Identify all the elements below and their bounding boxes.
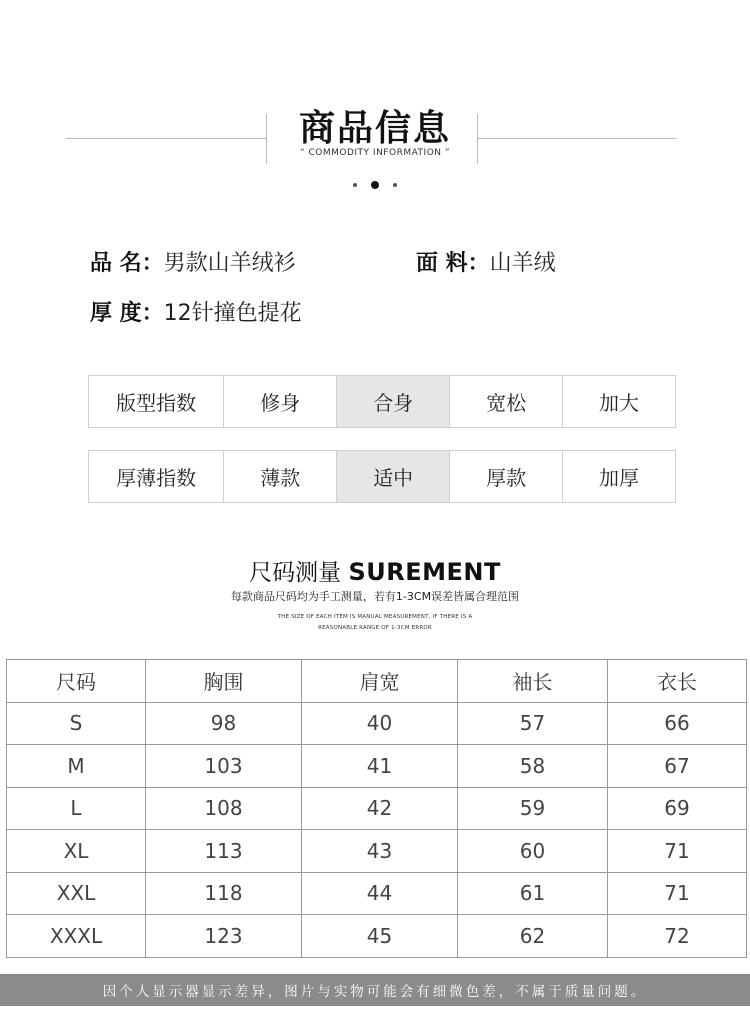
table-cell: XXXL (7, 915, 146, 958)
page-subtitle: “ COMMODITY INFORMATION ” (299, 148, 451, 158)
fit-option: 修身 (223, 376, 336, 427)
thickness-option: 加厚 (562, 451, 675, 502)
dot-icon (393, 183, 397, 187)
table-header-row (7, 660, 747, 703)
table-cell: 61 (458, 872, 608, 915)
table-cell: 45 (302, 915, 458, 958)
product-fabric-value: 山羊绒 (489, 251, 556, 276)
thickness-option: 厚款 (449, 451, 562, 502)
table-cell: 59 (458, 787, 608, 830)
table-cell: 72 (608, 915, 747, 958)
fit-index-label: 版型指数 (116, 391, 197, 415)
size-note: 每款商品尺码均为手工测量，若有1-3CM误差皆属合理范围 (230, 590, 520, 603)
size-note-en-1: THE SIZE OF EACH ITEM IS MANUAL MEASUREMENT, IF THERE IS A (277, 614, 473, 620)
table-cell: 118 (146, 872, 302, 915)
table-cell: 62 (458, 915, 608, 958)
product-thickness (90, 296, 302, 327)
page-title: 商品信息 (298, 108, 451, 149)
product-fabric (416, 246, 556, 277)
table-cell: XL (7, 830, 146, 873)
table-cell: 60 (458, 830, 608, 873)
product-thickness-label: 厚 度： (90, 301, 164, 326)
table-cell: S (7, 702, 146, 745)
dot-icon (371, 181, 379, 189)
table-cell: 123 (146, 915, 302, 958)
table-cell: 41 (302, 745, 458, 788)
product-name-value: 男款山羊绒衫 (163, 251, 296, 276)
table-cell: 66 (608, 702, 747, 745)
fit-option: 加大 (562, 376, 675, 427)
size-title-en: SUREMENT (348, 558, 501, 586)
table-row (7, 915, 747, 958)
table-cell: 108 (146, 787, 302, 830)
table-cell: 57 (458, 702, 608, 745)
table-cell: 71 (608, 830, 747, 873)
fit-option-selected: 合身 (336, 376, 449, 427)
product-thickness-value: 12针撞色提花 (163, 301, 302, 326)
thickness-option: 薄款 (223, 451, 336, 502)
column-header: 胸围 (146, 660, 302, 703)
product-fabric-label: 面 料： (416, 251, 490, 276)
column-header: 袖长 (458, 660, 608, 703)
table-row (7, 787, 747, 830)
size-table (6, 659, 747, 958)
product-name-label: 品 名： (90, 251, 164, 276)
table-cell: 103 (146, 745, 302, 788)
table-row (7, 702, 747, 745)
thickness-index-table (88, 450, 676, 503)
thickness-option-selected: 适中 (336, 451, 449, 502)
column-header: 衣长 (608, 660, 747, 703)
product-name (90, 246, 296, 277)
dot-icon (353, 183, 357, 187)
table-cell: M (7, 745, 146, 788)
table-cell: 71 (608, 872, 747, 915)
table-row (7, 872, 747, 915)
table-cell: 42 (302, 787, 458, 830)
size-title-cn: 尺码测量 (249, 560, 349, 586)
size-note-en-2: REASONABLE RANGE OF 1-3CM ERROR (318, 625, 432, 631)
table-cell: 113 (146, 830, 302, 873)
table-cell: 69 (608, 787, 747, 830)
column-header: 尺码 (7, 660, 146, 703)
table-row (7, 745, 747, 788)
table-cell: 44 (302, 872, 458, 915)
table-cell: 98 (146, 702, 302, 745)
table-cell: 40 (302, 702, 458, 745)
fit-option: 宽松 (449, 376, 562, 427)
table-cell: XXL (7, 872, 146, 915)
fit-index-table (88, 375, 676, 428)
table-cell: 43 (302, 830, 458, 873)
table-cell: 67 (608, 745, 747, 788)
table-cell: L (7, 787, 146, 830)
thickness-index-label: 厚薄指数 (116, 466, 197, 490)
size-section-title (0, 554, 750, 587)
decorative-dots (0, 174, 750, 193)
table-row (7, 830, 747, 873)
table-cell: 58 (458, 745, 608, 788)
footer-disclaimer: 因个人显示器显示差异，图片与实物可能会有细微色差，不属于质量问题。 (0, 974, 750, 1006)
column-header: 肩宽 (302, 660, 458, 703)
